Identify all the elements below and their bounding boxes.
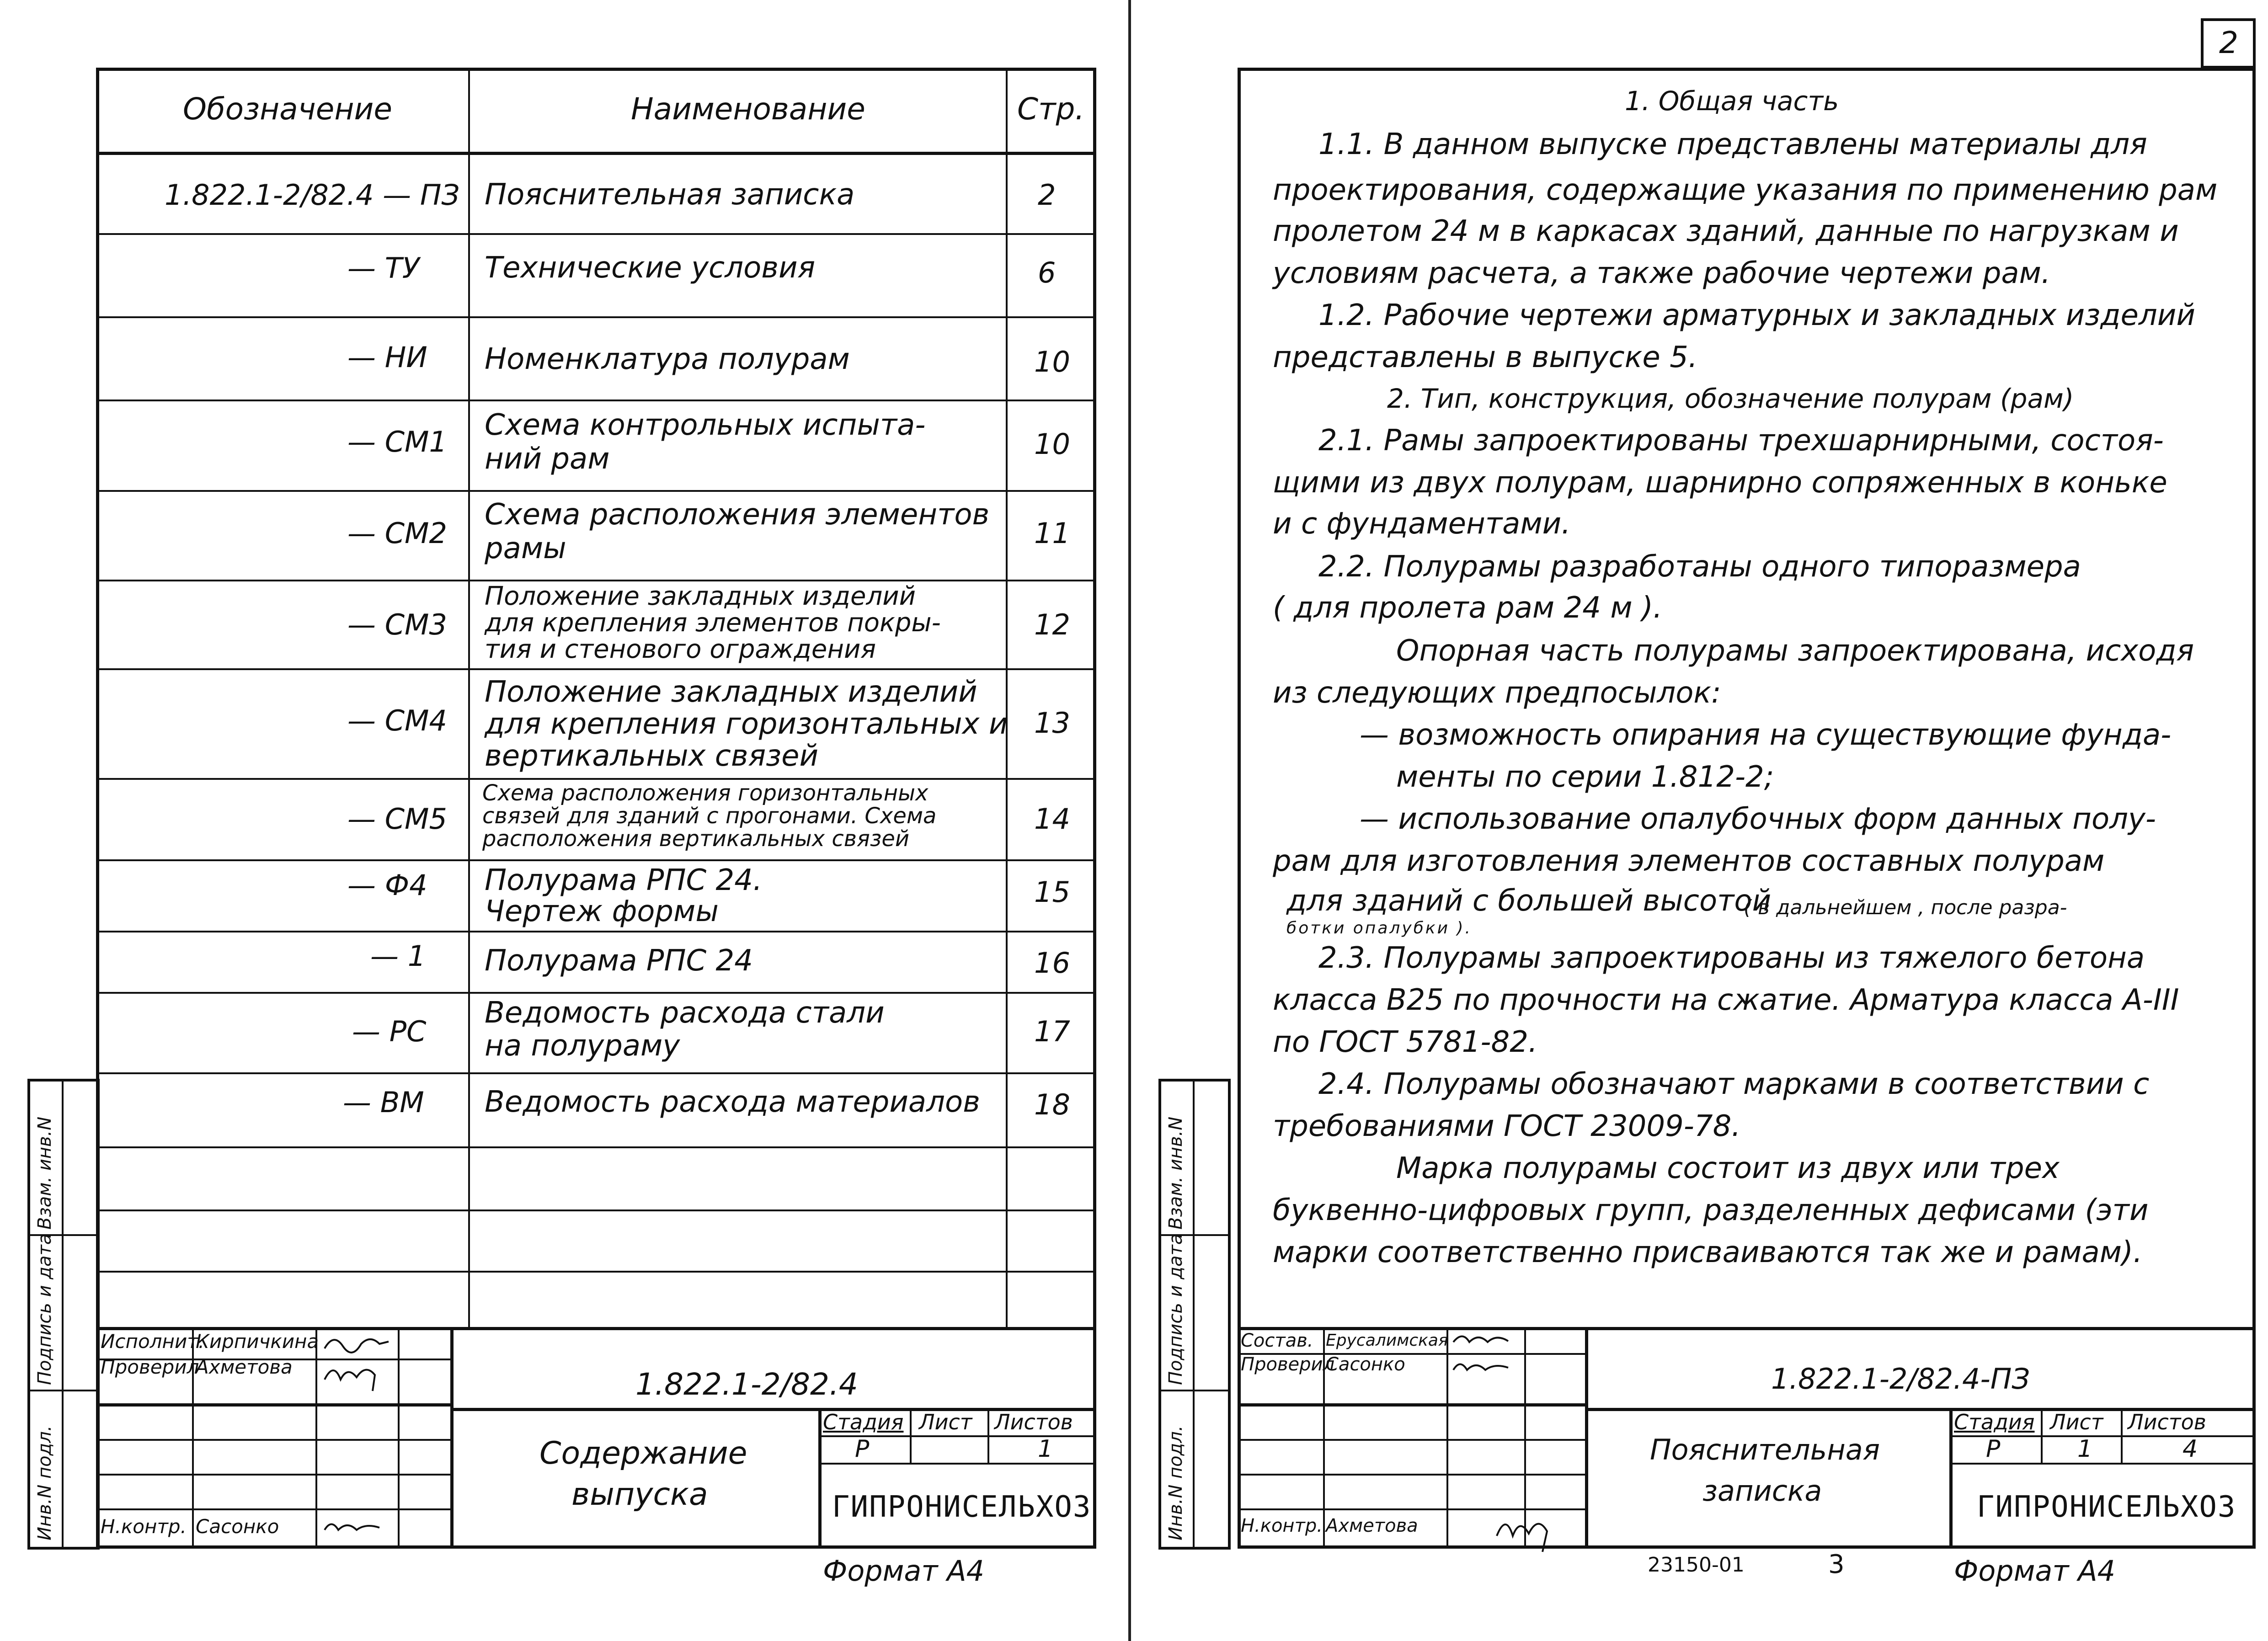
left-sheet xyxy=(0,0,1130,1641)
signature-sasonko xyxy=(320,1514,393,1541)
row-7-name-line-1: Положение закладных изделий xyxy=(485,675,977,709)
stamp-name-1: Кирпичкина xyxy=(196,1330,319,1353)
row-11-name-line-1: Ведомость расхода стали xyxy=(485,996,885,1030)
row-8-name-line-1: Схема расположения горизонтальных xyxy=(482,780,929,806)
stamp-name-2-right: Сасонко xyxy=(1326,1354,1405,1375)
stamp-code: 1.822.1-2/82.4 xyxy=(635,1367,858,1402)
row-10-designation: — 1 xyxy=(370,939,426,973)
text-line-2: 1.1. В данном выпуске представлены материалы для xyxy=(1318,128,2147,161)
row-11-name-line-2: на полураму xyxy=(485,1029,680,1063)
text-line-14: Опорная часть полурамы запроектирована, исходя xyxy=(1396,634,2194,668)
row-11-page: 17 xyxy=(1034,1015,1070,1048)
stamp-stage-label-right: Стадия xyxy=(1954,1410,2035,1434)
text-line-18: — использование опалубочных форм данных полу- xyxy=(1360,802,2156,836)
insert-note-2: ботки опалубки ). xyxy=(1286,919,1472,938)
text-line-5: условиям расчета, а также рабочие чертежи рам. xyxy=(1273,256,2051,290)
stamp-stage-label: Стадия xyxy=(823,1410,904,1434)
text-line-27: буквенно-цифровых групп, разделенных дефисами (эти xyxy=(1273,1193,2149,1227)
stamp-role-3: Н.контр. xyxy=(101,1515,187,1538)
row-3-page: 10 xyxy=(1034,345,1070,378)
page-number: 2 xyxy=(2219,25,2238,60)
row-9-name-line-2: Чертеж формы xyxy=(485,895,719,928)
format-label: Формат А4 xyxy=(823,1554,985,1588)
side-label-inv-podl-right: Инв.N подл. xyxy=(1165,1425,1186,1540)
text-line-21: 2.3. Полурамы запроектированы из тяжелого бетона xyxy=(1318,941,2145,975)
text-line-12: 2.2. Полурамы разработаны одного типоразмера xyxy=(1318,550,2081,584)
text-line-4: пролетом 24 м в каркасах зданий, данные по нагрузкам и xyxy=(1273,214,2179,248)
row-8-designation: — СМ5 xyxy=(347,802,447,836)
row-10-name: Полурама РПС 24 xyxy=(485,944,753,978)
header-designation: Обозначение xyxy=(183,91,392,127)
row-3-designation: — НИ xyxy=(347,341,427,374)
row-4-name-line-1: Схема контрольных испыта- xyxy=(485,408,926,442)
row-12-page: 18 xyxy=(1034,1088,1070,1121)
row-8-page: 14 xyxy=(1034,802,1070,836)
signature-erusalimskaya xyxy=(1449,1328,1522,1353)
stamp-stage-right: Р xyxy=(1986,1435,2001,1463)
stamp-sheets-right: 4 xyxy=(2183,1435,2198,1463)
row-6-name-line-3: тия и стенового ограждения xyxy=(485,634,876,664)
order-number: 23150-01 xyxy=(1648,1553,1745,1577)
stamp-title-line-2: выпуска xyxy=(571,1476,708,1513)
side-label-vzam: Взам. инв.N xyxy=(34,1116,55,1230)
text-line-26: Марка полурамы состоит из двух или трех xyxy=(1396,1151,2060,1185)
side-label-inv-podl: Инв.N подл. xyxy=(34,1425,55,1540)
text-line-28: марки соответственно присваиваются так же и рамам). xyxy=(1273,1236,2143,1269)
side-label-podpis: Подпись и дата xyxy=(34,1233,55,1385)
side-label-vzam-right: Взам. инв.N xyxy=(1165,1116,1186,1230)
stamp-title-line-1: Содержание xyxy=(539,1435,747,1471)
text-line-22: класса В25 по прочности на сжатие. Арматура класса А-III xyxy=(1273,983,2179,1017)
stamp-title-line-2-right: записка xyxy=(1702,1474,1822,1508)
signature-akhmetova xyxy=(320,1357,393,1393)
row-4-designation: — СМ1 xyxy=(347,425,447,458)
stamp-sheet-label-right: Лист xyxy=(2050,1410,2103,1434)
row-6-name-line-1: Положение закладных изделий xyxy=(485,581,916,611)
row-12-designation: — ВМ xyxy=(343,1086,424,1119)
stamp-role-2-right: Проверил xyxy=(1241,1354,1335,1375)
text-line-9: 2.1. Рамы запроектированы трехшарнирными, состоя- xyxy=(1318,424,2164,458)
row-9-name-line-1: Полурама РПС 24. xyxy=(485,863,763,897)
text-line-8: 2. Тип, конструкция, обозначение полурам (рам) xyxy=(1387,383,2074,414)
signature-akhmetova-right xyxy=(1492,1504,1574,1554)
stamp-sheet-label: Лист xyxy=(919,1410,972,1434)
stamp-organization-right: ГИПРОНИСЕЛЬХОЗ xyxy=(1977,1490,2236,1524)
row-7-page: 13 xyxy=(1034,706,1070,740)
text-line-10: щими из двух полурам, шарнирно сопряженных в коньке xyxy=(1273,466,2167,500)
stamp-title-line-1-right: Пояснительная xyxy=(1650,1433,1880,1466)
row-1-page: 2 xyxy=(1038,178,1056,212)
text-line-6: 1.2. Рабочие чертежи арматурных и закладных изделий xyxy=(1318,298,2195,332)
row-12-name: Ведомость расхода материалов xyxy=(485,1085,980,1119)
row-3-name: Номенклатура полурам xyxy=(485,342,850,376)
signature-kirpichkina xyxy=(320,1330,393,1358)
stamp-sheets-label-right: Листов xyxy=(2128,1410,2206,1434)
stamp-name-1-right: Ерусалимская xyxy=(1326,1331,1448,1350)
row-8-name-line-2: связей для зданий с прогонами. Схема xyxy=(482,803,937,829)
row-5-page: 11 xyxy=(1034,517,1070,550)
row-1-designation: 1.822.1-2/82.4 — ПЗ xyxy=(165,178,460,212)
stamp-name-3: Сасонко xyxy=(196,1515,279,1538)
format-label-right: Формат А4 xyxy=(1954,1554,2116,1588)
row-6-page: 12 xyxy=(1034,608,1070,641)
header-page: Стр. xyxy=(1017,91,1085,127)
row-2-page: 6 xyxy=(1038,256,1056,289)
row-1-name: Пояснительная записка xyxy=(485,178,855,212)
row-8-name-line-3: расположения вертикальных связей xyxy=(482,826,910,852)
row-9-designation: — Ф4 xyxy=(347,868,427,902)
stamp-role-2: Проверил xyxy=(101,1356,199,1378)
row-7-name-line-2: для крепления горизонтальных и xyxy=(485,707,1008,741)
text-line-17: менты по серии 1.812-2; xyxy=(1396,760,1774,794)
text-line-13: ( для пролета рам 24 м ). xyxy=(1273,591,1663,625)
stamp-name-2: Ахметова xyxy=(196,1356,293,1378)
stamp-organization: ГИПРОНИСЕЛЬХОЗ xyxy=(832,1490,1092,1524)
text-line-25: требованиями ГОСТ 23009-78. xyxy=(1273,1109,1741,1143)
insert-note-1: ( в дальнейшем , после разра- xyxy=(1744,896,2067,919)
text-line-7: представлены в выпуске 5. xyxy=(1273,341,1698,374)
stamp-role-1-right: Состав. xyxy=(1241,1330,1313,1351)
copy-number: 3 xyxy=(1828,1550,1845,1579)
text-line-1: 1. Общая часть xyxy=(1625,85,1839,117)
text-line-23: по ГОСТ 5781-82. xyxy=(1273,1025,1538,1059)
text-line-3: проектирования, содержащие указания по применению рам xyxy=(1273,173,2218,207)
row-2-name: Технические условия xyxy=(485,251,816,285)
row-4-page: 10 xyxy=(1034,427,1070,461)
text-line-16: — возможность опирания на существующие фунда- xyxy=(1360,718,2172,752)
stamp-sheets: 1 xyxy=(1038,1435,1053,1463)
row-4-name-line-2: ний рам xyxy=(485,442,610,476)
stamp-role-1: Исполнит. xyxy=(101,1330,205,1353)
stamp-role-3-right: Н.контр. xyxy=(1241,1515,1323,1536)
row-2-designation: — ТУ xyxy=(347,251,420,285)
text-line-24: 2.4. Полурамы обозначают марками в соответствии с xyxy=(1318,1067,2150,1101)
header-name: Наименование xyxy=(631,91,865,127)
stamp-sheets-label: Листов xyxy=(994,1410,1073,1434)
text-line-20: для зданий с большей высотой xyxy=(1286,884,1772,918)
row-7-name-line-3: вертикальных связей xyxy=(485,739,819,773)
stamp-sheet-right: 1 xyxy=(2077,1435,2093,1463)
text-line-19: рам для изготовления элементов составных полурам xyxy=(1273,844,2105,878)
row-5-designation: — СМ2 xyxy=(347,517,447,550)
row-6-name-line-2: для крепления элементов покры- xyxy=(485,608,941,638)
row-11-designation: — РС xyxy=(352,1015,427,1048)
row-5-name-line-2: рамы xyxy=(485,532,566,565)
text-line-11: и с фундаментами. xyxy=(1273,507,1571,541)
signature-sasonko-right xyxy=(1449,1354,1522,1379)
stamp-stage: Р xyxy=(855,1435,870,1463)
stamp-code-right: 1.822.1-2/82.4-ПЗ xyxy=(1771,1362,2030,1396)
stamp-name-3-right: Ахметова xyxy=(1326,1515,1418,1536)
row-7-designation: — СМ4 xyxy=(347,704,447,737)
row-10-page: 16 xyxy=(1034,946,1070,980)
text-line-15: из следующих предпосылок: xyxy=(1273,676,1721,710)
row-9-page: 15 xyxy=(1034,875,1070,909)
right-sheet xyxy=(1129,0,2268,1641)
row-5-name-line-1: Схема расположения элементов xyxy=(485,498,990,532)
side-label-podpis-right: Подпись и дата xyxy=(1165,1233,1186,1385)
row-6-designation: — СМ3 xyxy=(347,608,447,641)
